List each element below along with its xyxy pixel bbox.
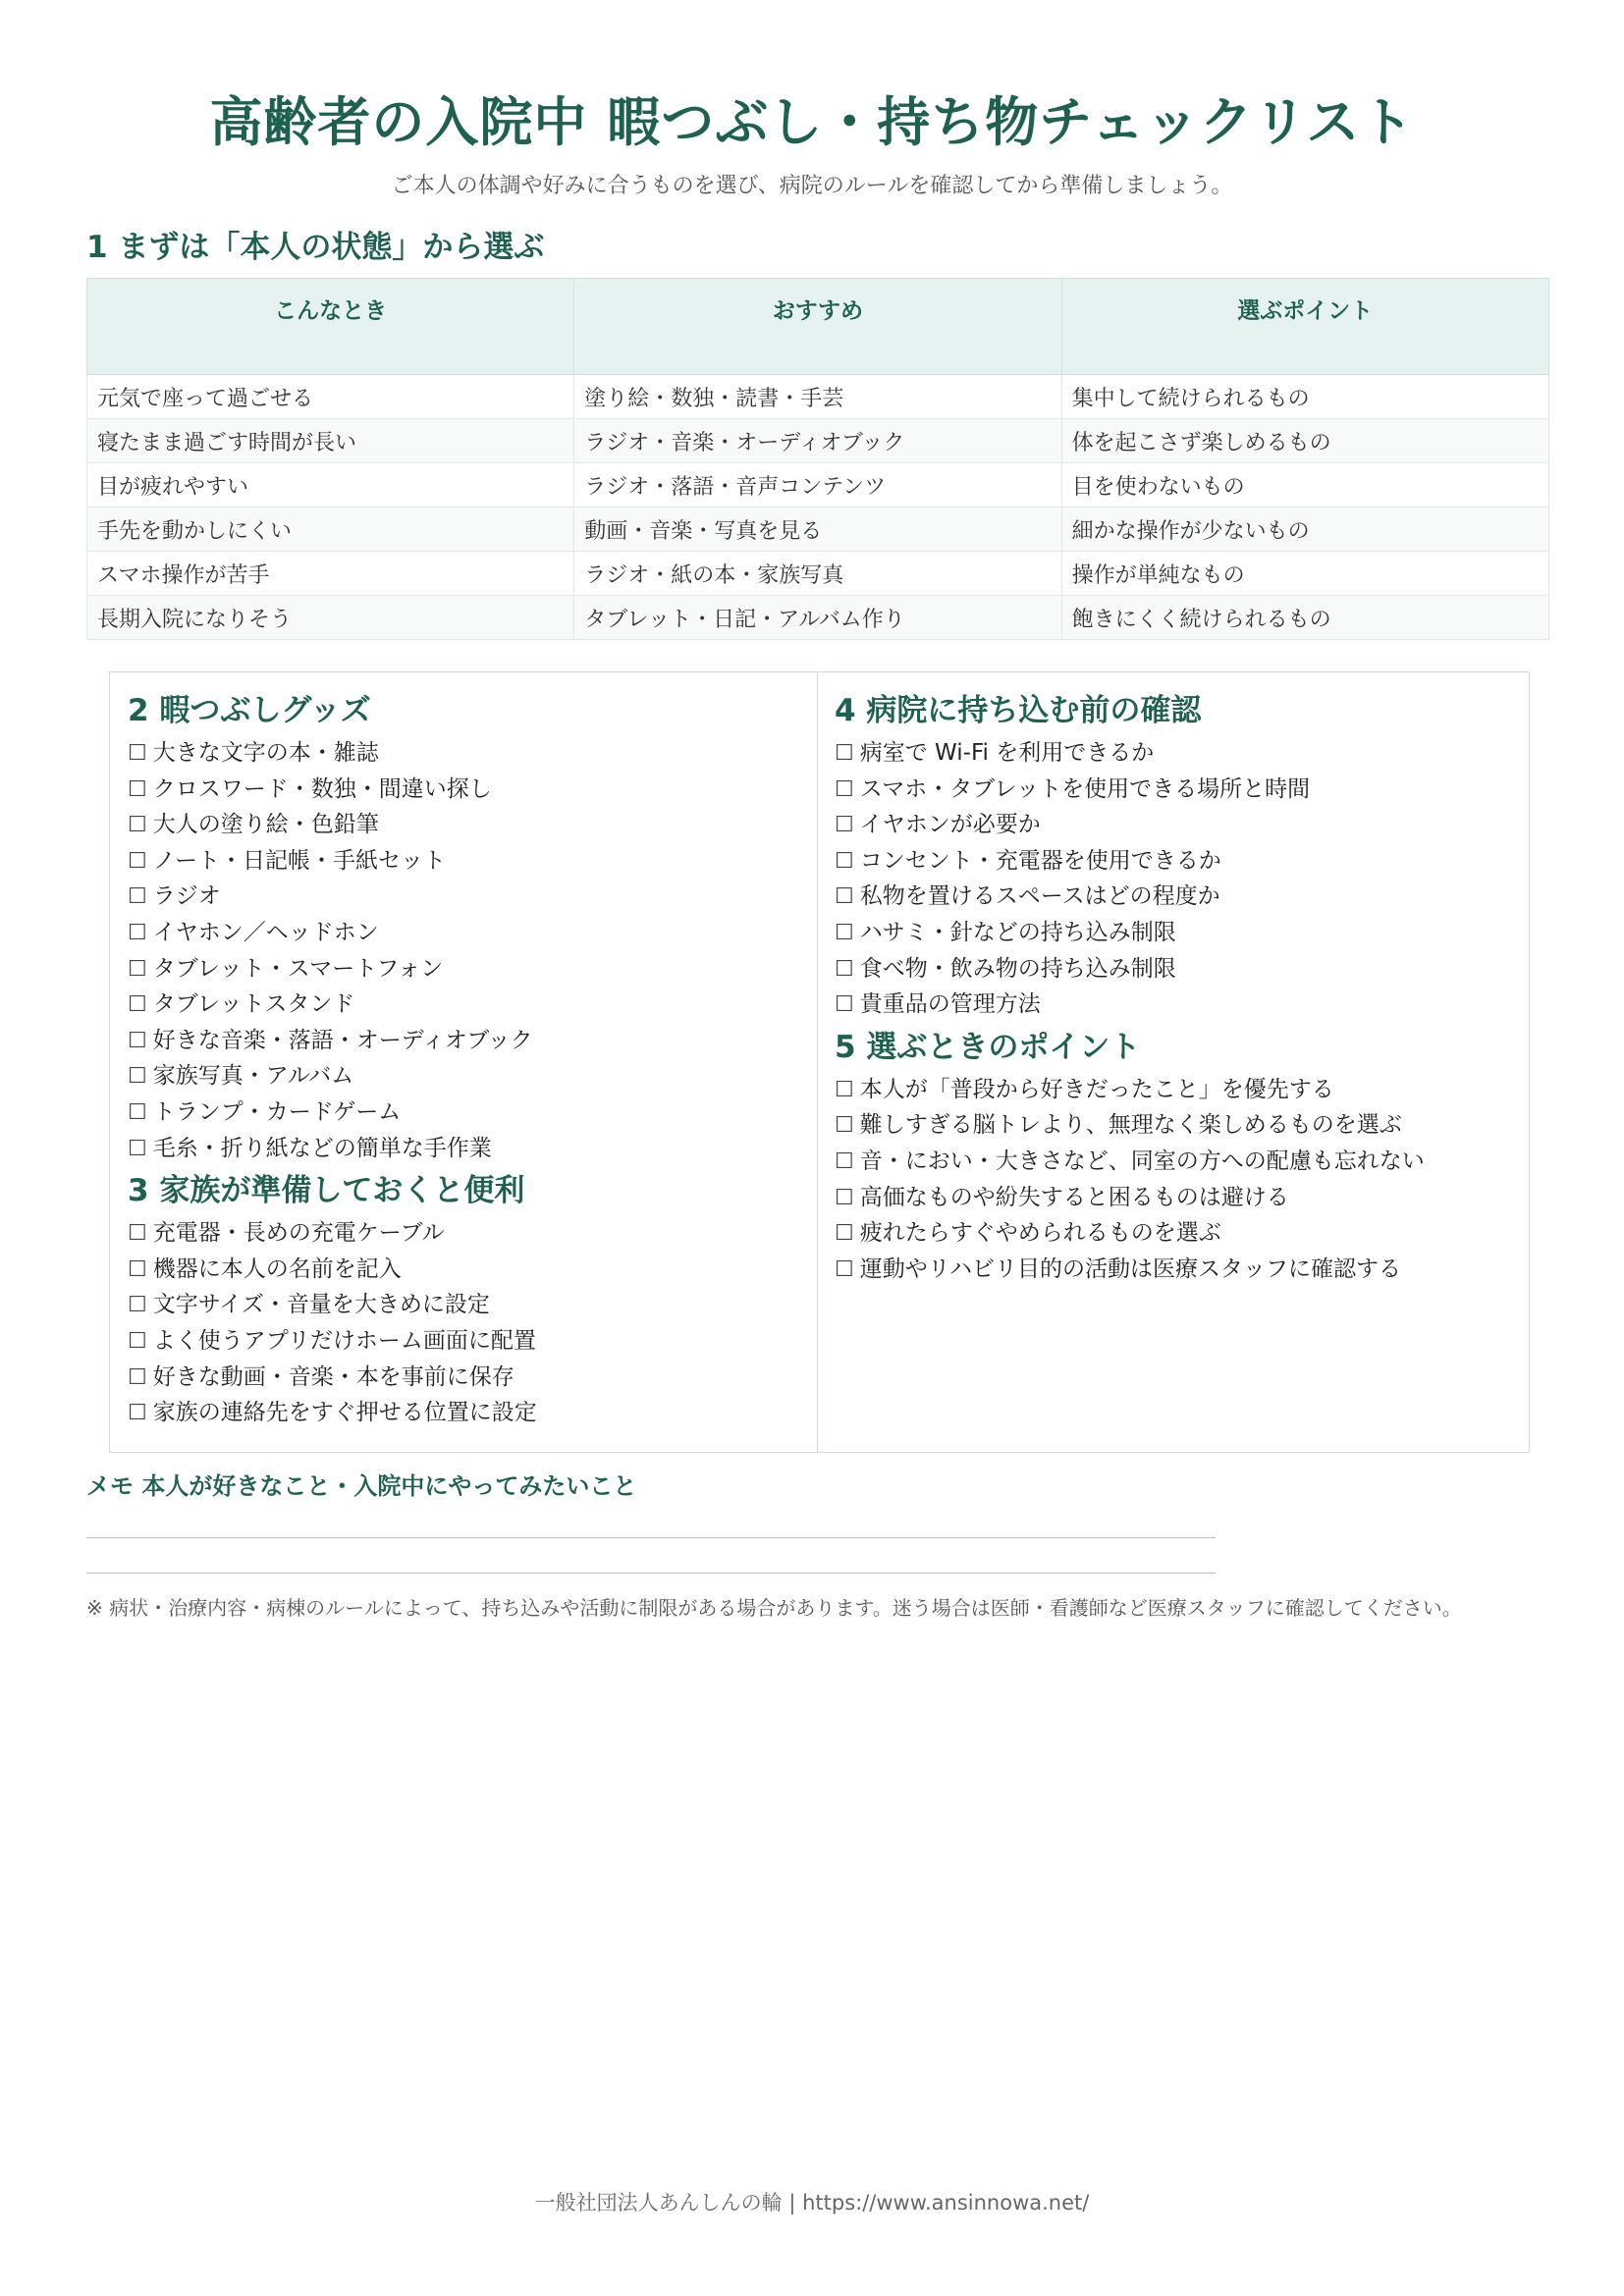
state-table xyxy=(86,278,1549,640)
column-divider xyxy=(817,672,818,1452)
table-cell-situation: 手先を動かしにくい xyxy=(87,507,574,552)
table-header-situation: こんなとき xyxy=(87,279,574,375)
footer: 一般社団法人あんしんの輪 | https://www.ansinnowa.net/ xyxy=(534,2191,1090,2215)
checklist-item[interactable]: ☐ イヤホンが必要か xyxy=(835,807,1512,843)
table-cell-recommend: 動画・音楽・写真を見る xyxy=(574,507,1061,552)
checklist-item[interactable]: ☐ タブレット・スマートフォン xyxy=(128,951,805,988)
table-cell-recommend: 塗り絵・数独・読書・手芸 xyxy=(574,375,1061,419)
checklist-item[interactable]: ☐ 文字サイズ・音量を大きめに設定 xyxy=(128,1287,805,1323)
checklist-item[interactable]: ☐ タブレットスタンド xyxy=(128,987,805,1023)
table-cell-situation: 元気で座って過ごせる xyxy=(87,375,574,419)
section3-list xyxy=(128,1215,805,1431)
checklist-item[interactable]: ☐ 難しすぎる脳トレより、無理なく楽しめるものを選ぶ xyxy=(835,1107,1512,1144)
checklist-item[interactable]: ☐ 大きな文字の本・雑誌 xyxy=(128,735,805,772)
table-cell-point: 体を起こさず楽しめるもの xyxy=(1061,419,1548,463)
table-cell-recommend: タブレット・日記・アルバム作り xyxy=(574,596,1061,640)
memo-line[interactable] xyxy=(86,1537,1216,1538)
table-cell-point: 細かな操作が少ないもの xyxy=(1061,507,1548,552)
state-table-header-row xyxy=(87,279,1549,375)
table-row xyxy=(87,375,1549,419)
section1-title: 1 まずは「本人の状態」から選ぶ xyxy=(86,230,545,265)
checklist-item[interactable]: ☐ 私物を置けるスペースはどの程度か xyxy=(835,879,1512,915)
page-title: 高齢者の入院中 暇つぶし・持ち物チェックリスト xyxy=(209,91,1415,153)
checklist-item[interactable]: ☐ よく使うアプリだけホーム画面に配置 xyxy=(128,1323,805,1360)
section4-list xyxy=(835,735,1512,1023)
checklist-item[interactable]: ☐ ラジオ xyxy=(128,879,805,915)
checklist-item[interactable]: ☐ 音・におい・大きさなど、同室の方への配慮も忘れない xyxy=(835,1144,1512,1180)
table-row xyxy=(87,419,1549,463)
checklist-item[interactable]: ☐ コンセント・充電器を使用できるか xyxy=(835,843,1512,880)
section2-title: 2 暇つぶしグッズ xyxy=(128,693,371,728)
section3-title: 3 家族が準備しておくと便利 xyxy=(128,1173,525,1209)
table-header-point: 選ぶポイント xyxy=(1061,279,1548,375)
table-cell-situation: スマホ操作が苦手 xyxy=(87,552,574,596)
checklist-item[interactable]: ☐ 貴重品の管理方法 xyxy=(835,987,1512,1023)
memo-line[interactable] xyxy=(86,1573,1216,1574)
checklist-item[interactable]: ☐ スマホ・タブレットを使用できる場所と時間 xyxy=(835,772,1512,808)
checklist-box xyxy=(109,671,1530,1453)
checklist-item[interactable]: ☐ 充電器・長めの充電ケーブル xyxy=(128,1215,805,1252)
table-row xyxy=(87,552,1549,596)
table-cell-recommend: ラジオ・落語・音声コンテンツ xyxy=(574,463,1061,507)
checklist-item[interactable]: ☐ ハサミ・針などの持ち込み制限 xyxy=(835,915,1512,951)
table-cell-point: 飽きにくく続けられるもの xyxy=(1061,596,1548,640)
section4-title: 4 病院に持ち込む前の確認 xyxy=(835,693,1202,728)
table-cell-situation: 目が疲れやすい xyxy=(87,463,574,507)
checklist-item[interactable]: ☐ 機器に本人の名前を記入 xyxy=(128,1252,805,1288)
checklist-item[interactable]: ☐ 大人の塗り絵・色鉛筆 xyxy=(128,807,805,843)
section5-title: 5 選ぶときのポイント xyxy=(835,1029,1141,1065)
checklist-item[interactable]: ☐ 病室で Wi-Fi を利用できるか xyxy=(835,735,1512,772)
left-column xyxy=(128,686,805,1431)
disclaimer-note: ※ 病状・治療内容・病棟のルールによって、持ち込みや活動に制限がある場合があります。迷う場合は医師・看護師など医療スタッフに確認してください。 xyxy=(86,1596,1462,1620)
checklist-item[interactable]: ☐ 疲れたらすぐやめられるものを選ぶ xyxy=(835,1215,1512,1252)
right-column xyxy=(835,686,1512,1287)
checklist-item[interactable]: ☐ 食べ物・飲み物の持ち込み制限 xyxy=(835,951,1512,988)
memo-title: メモ 本人が好きなこと・入院中にやってみたいこと xyxy=(86,1472,637,1500)
checklist-item[interactable]: ☐ 家族写真・アルバム xyxy=(128,1058,805,1095)
table-row xyxy=(87,463,1549,507)
checklist-item[interactable]: ☐ イヤホン／ヘッドホン xyxy=(128,915,805,951)
table-row xyxy=(87,596,1549,640)
checklist-item[interactable]: ☐ 本人が「普段から好きだったこと」を優先する xyxy=(835,1072,1512,1108)
table-row xyxy=(87,507,1549,552)
page-subtitle: ご本人の体調や好みに合うものを選び、病院のルールを確認してから準備しましょう。 xyxy=(391,174,1233,198)
checklist-item[interactable]: ☐ 高価なものや紛失すると困るものは避ける xyxy=(835,1180,1512,1216)
section2-list xyxy=(128,735,805,1166)
table-cell-situation: 寝たまま過ごす時間が長い xyxy=(87,419,574,463)
checklist-item[interactable]: ☐ 好きな動画・音楽・本を事前に保存 xyxy=(128,1360,805,1396)
table-cell-recommend: ラジオ・音楽・オーディオブック xyxy=(574,419,1061,463)
checklist-item[interactable]: ☐ 運動やリハビリ目的の活動は医療スタッフに確認する xyxy=(835,1252,1512,1288)
table-cell-point: 集中して続けられるもの xyxy=(1061,375,1548,419)
table-cell-point: 操作が単純なもの xyxy=(1061,552,1548,596)
checklist-item[interactable]: ☐ 好きな音楽・落語・オーディオブック xyxy=(128,1023,805,1059)
checklist-item[interactable]: ☐ クロスワード・数独・間違い探し xyxy=(128,772,805,808)
table-cell-point: 目を使わないもの xyxy=(1061,463,1548,507)
section5-list xyxy=(835,1072,1512,1288)
checklist-item[interactable]: ☐ 毛糸・折り紙などの簡単な手作業 xyxy=(128,1131,805,1167)
checklist-item[interactable]: ☐ ノート・日記帳・手紙セット xyxy=(128,843,805,880)
checklist-item[interactable]: ☐ トランプ・カードゲーム xyxy=(128,1095,805,1131)
table-cell-situation: 長期入院になりそう xyxy=(87,596,574,640)
table-cell-recommend: ラジオ・紙の本・家族写真 xyxy=(574,552,1061,596)
checklist-item[interactable]: ☐ 家族の連絡先をすぐ押せる位置に設定 xyxy=(128,1395,805,1431)
table-header-recommend: おすすめ xyxy=(574,279,1061,375)
